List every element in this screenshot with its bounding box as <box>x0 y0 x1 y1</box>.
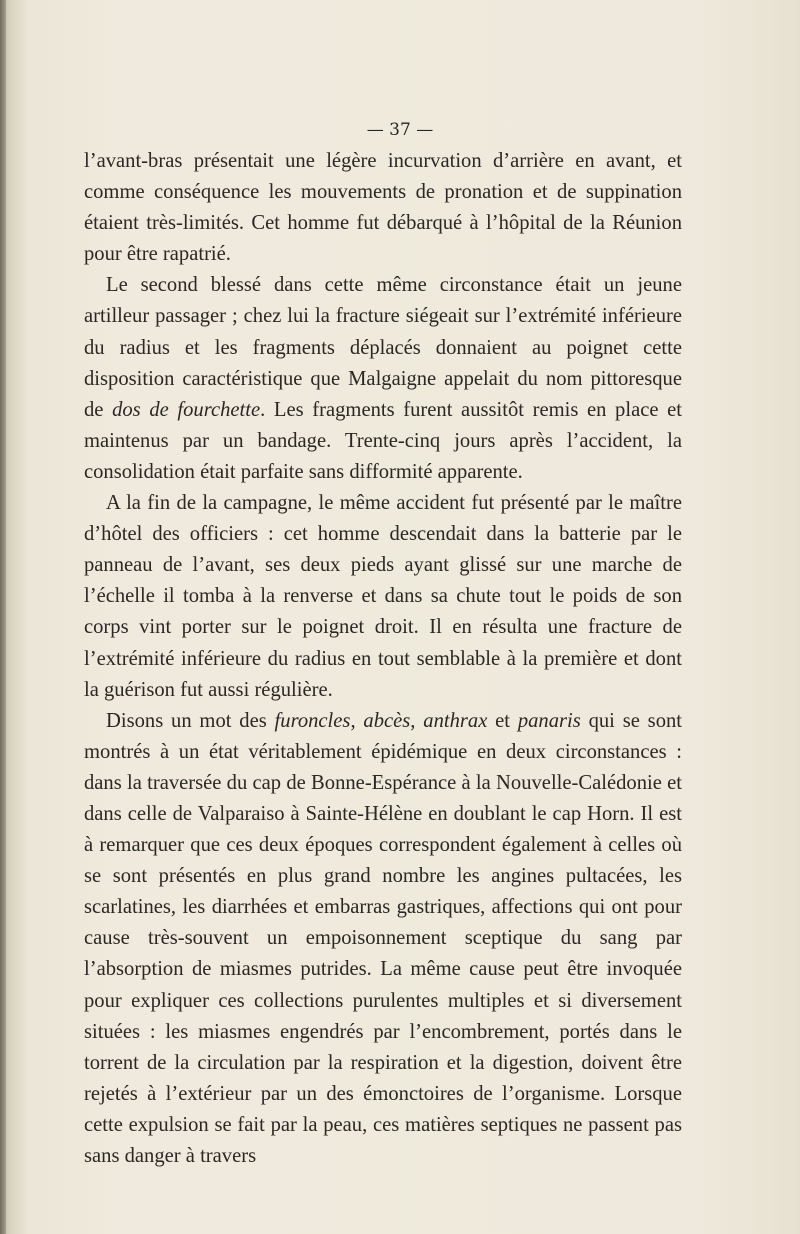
italic-term: panaris <box>517 709 581 732</box>
binding-edge <box>0 0 6 1234</box>
text-run: Disons un mot des <box>106 709 275 732</box>
text-run: . Les fragments furent aussitôt remis en place et maintenus par un bandage. Trente-cinq jours après l’accident, la consolidation était parfaite sans difformité apparente. <box>84 398 682 483</box>
italic-term: dos de fourchette <box>112 398 261 421</box>
text-run: Le second blessé dans cette même circonstance était un jeune artilleur passager ; chez lui la fracture siégeait sur l’extrémité inférieure du radius et les fragments déplacés donnaient au poignet cette disposition caractéristique que Malgaigne appelait du nom pittoresque de <box>84 274 682 421</box>
paragraph-2 <box>84 270 682 488</box>
body-text <box>84 146 682 1172</box>
page-number: — 37 — <box>366 120 434 140</box>
italic-term: anthrax <box>423 709 488 732</box>
text-run: , <box>350 709 364 732</box>
paragraph-3 <box>84 488 682 706</box>
paragraph-1 <box>84 146 682 270</box>
italic-term: furoncles <box>274 709 351 732</box>
text-run: et <box>487 709 518 732</box>
text-run: qui se sont montrés à un état véritablement épidémique en deux circonstances : dans la traversée du cap de Bonne-Espérance à la Nouvelle-Calédonie et dans celle de Valparaiso à Sainte-Hélène en doublant le cap Horn. Il est à remarquer que ces deux époques correspondent également à celles où se sont présentés en plus grand nombre les angines pultacées, les scarlatines, les diarrhées et embarras gastriques, affections qui ont pour cause très-souvent un empoisonnement sceptique du sang par l’absorption de miasmes putrides. La même cause peut être invoquée pour expliquer ces collections purulentes multiples et si diversement situées : les miasmes engendrés par l’encombrement, portés dans le torrent de la circulation par la respiration et la digestion, doivent être rejetés à l’extérieur par un des émonctoires de l’organisme. Lorsque cette expulsion se fait par la peau, ces matières septiques ne passent pas sans danger à travers <box>84 709 683 1167</box>
italic-term: abcès <box>363 709 411 732</box>
text-run: A la fin de la campagne, le même accident fut présenté par le maître d’hôtel des officiers : cet homme descendait dans la batterie par le panneau de l’avant, ses deux pieds ayant glissé sur une marche de l’échelle il tomba à la renverse et dans sa chute tout le poids de son corps vint porter sur le poignet droit. Il en résulta une fracture de l’extrémité inférieure du radius en tout semblable à la première et dont la guérison fut aussi régulière. <box>84 492 682 701</box>
text-run: l’avant-bras présentait une légère incurvation d’arrière en avant, et comme conséquence les mouvements de pronation et de suppination étaient très-limités. Cet homme fut débarqué à l’hôpital de la Réunion pour être rapatrié. <box>84 150 682 266</box>
text-run: , <box>410 709 424 732</box>
paragraph-4 <box>84 706 682 1172</box>
